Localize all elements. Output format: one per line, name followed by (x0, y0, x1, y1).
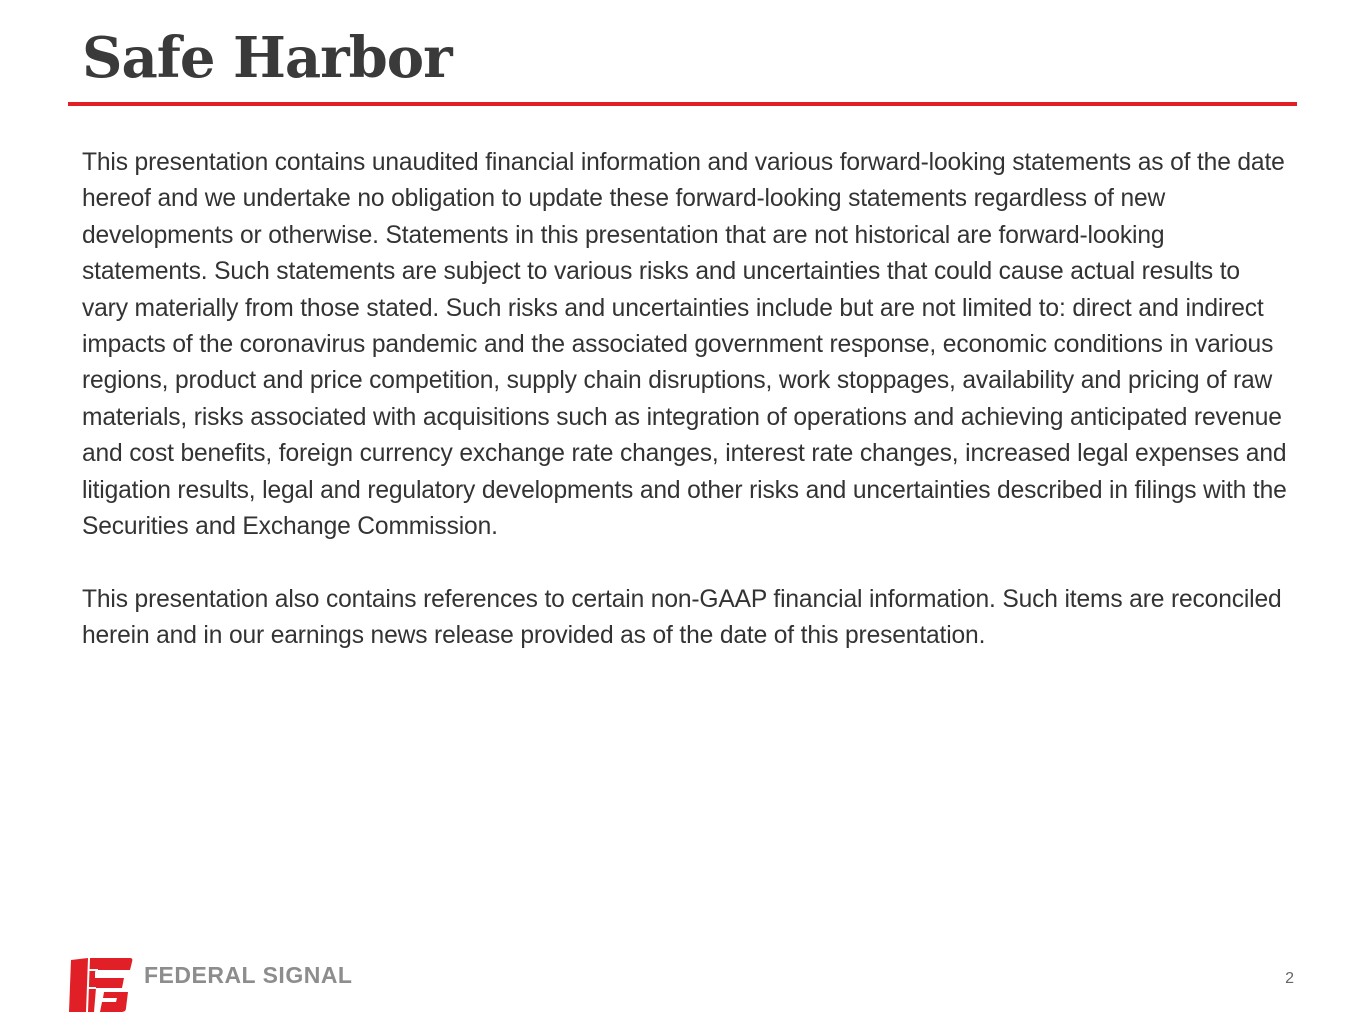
disclaimer-paragraph-forward-looking: This presentation contains unaudited financial information and various forward-looking statements as of the date hereof and we undertake no obligation to update these forward-looking statements regardless of new developments or otherwise. Statements in this presentation that are not historical are forward-looking statements. Such statements are subject to various risks and uncertainties that could cause actual results to vary materially from those stated. Such risks and uncertainties include but are not limited to: direct and indirect impacts of the coronavirus pandemic and the associated government response, economic conditions in various regions, product and price competition, supply chain disruptions, work stoppages, availability and pricing of raw materials, risks associated with acquisitions such as integration of operations and achieving anticipated revenue and cost benefits, foreign currency exchange rate changes, interest rate changes, increased legal expenses and litigation results, legal and regulatory developments and other risks and uncertainties described in filings with the Securities and Exchange Commission. (82, 149, 1287, 541)
company-logo (68, 956, 352, 1014)
disclaimer-paragraph-non-gaap: This presentation also contains references to certain non-GAAP financial information. Such items are reconciled herein and in our earnings news release provided as of the date of this presentation. (82, 585, 1282, 650)
page-number: 2 (1285, 970, 1294, 987)
slide-title: Safe Harbor (82, 25, 452, 91)
title-divider (68, 102, 1297, 106)
safe-harbor-body (82, 145, 1292, 691)
logo-wordmark: FEDERAL SIGNAL (144, 962, 353, 988)
federal-signal-logo-icon (68, 956, 134, 1014)
